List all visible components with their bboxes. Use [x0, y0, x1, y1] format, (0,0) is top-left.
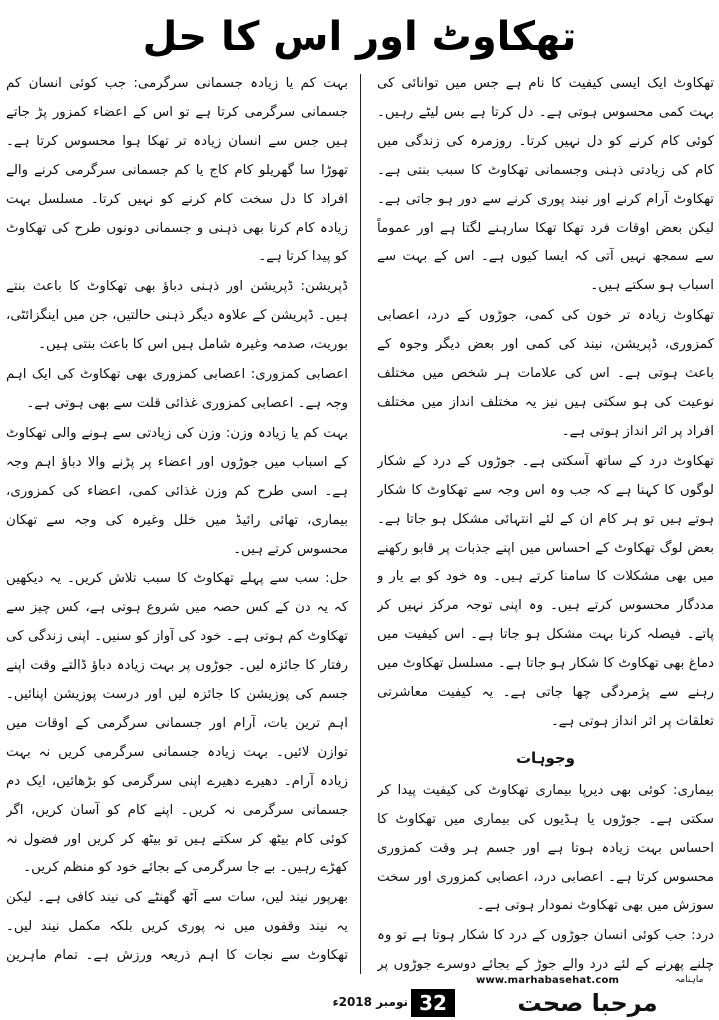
magazine-masthead: مرحبا صحت — [517, 989, 658, 1017]
issue-date: نومبر 2018ء — [332, 995, 408, 1009]
sleep-paragraph: بھرپور نیند لیں، سات سے آٹھ گھنٹے کی نیند کافی ہے۔ لیکن یہ نیند وقفوں میں نہ پوری کریں بلکہ مکمل نیند لیں۔ تھکاوٹ سے نجات کا اہم ذریعہ ورزش ہے۔ تمام ماہرین — [6, 890, 348, 964]
activity-paragraph: بہت کم یا زیادہ جسمانی سرگرمی: جب کوئی انسان کم جسمانی سرگرمی کرتا ہے تو اس کے اعضاء کمزور پڑ جاتے ہیں جس سے انسان زیادہ تر تھکا ہوا محسوس کرتا ہے۔ تھوڑا سا گھریلو کام کاج یا کم جسمانی سرگرمی کرنے والے افراد کا دل سخت کام کرنے کو نہیں کرتا۔ مسلسل بہت زیادہ کام کرنا بھی ذہنی و جسمانی دونوں طرح کی تھکاوٹ کو پیدا کرتا ہے۔ — [6, 76, 348, 265]
intro-paragraph: تھکاوٹ ایک ایسی کیفیت کا نام ہے جس میں توانائی کی بہت کمی محسوس ہوتی ہے۔ دل کرتا ہے بس لیٹے رہیں۔ کوئی کام کرنے کو دل نہیں کرتا۔ روزمرہ کی زندگی میں کام کی زیادتی ذہنی وجسمانی تھکاوٹ کا سبب بنتی ہے۔ تھکاوٹ آرام کرنے اور نیند پوری کرنے سے دور ہو جاتی ہے۔ لیکن بعض اوقات فرد تھکا تھکا سارہنے لگتا ہے اور عموماً سے سمجھ نہیں آتی کہ ایسا کیوں ہے۔ اس کے بہت سے اسباب ہو سکتے ہیں۔ — [377, 76, 714, 294]
article-column-right — [377, 70, 714, 975]
column-divider — [360, 74, 361, 974]
website-url: www.marhabasehat.com — [476, 975, 620, 986]
solution-paragraph: حل: سب سے پہلے تھکاوٹ کا سبب تلاش کریں۔ یہ دیکھیں کہ یہ دن کے کس حصہ میں شروع ہوتی ہے، کس چیز سے تھکاوٹ کم ہوتی ہے۔ خود کی آواز کو سنیں۔ اپنی زندگی کی رفتار کا جائزہ لیں۔ جوڑوں پر بہت زیادہ دباؤ ڈالتے وقت اپنے جسم کی پوزیشن کا جائزہ لیں اور درست پوزیشن اپنائیں۔ اہم ترین بات، آرام اور جسمانی سرگرمی کے اوقات میں توازن لائیں۔ بہت زیادہ جسمانی سرگرمی کریں نہ بہت زیادہ آرام۔ دھیرے دھیرے اپنی سرگرمی کو بڑھائیں، ایک دم جسمانی سرگرمی نہ کریں۔ اپنے کام کو آسان کریں، اگر کوئی کام بیٹھ کر سکتے ہیں تو بیٹھ کر کریں اور فضول نہ کھڑے رہیں۔ بے جا سرگرمی کے بجائے خود کو منظم کریں۔ — [6, 571, 348, 876]
page-number: 32 — [411, 989, 455, 1017]
monthly-label: ماہنامہ — [675, 975, 704, 985]
depression-paragraph: ڈپریشن: ڈپریشن اور ذہنی دباؤ بھی تھکاوٹ کا باعث بنتے ہیں۔ ڈپریشن کے علاوہ دیگر ذہنی حالتیں، جن میں اینگزائٹی، بوریت، صدمہ وغیرہ شامل ہیں اس کا باعث بنتی ہیں۔ — [6, 279, 348, 353]
cause-pain-paragraph: درد: جب کوئی انسان جوڑوں کے درد کا شکار ہوتا ہے تو وہ چلنے پھرنے کے لئے درد والے جوڑ کے بجائے دوسرے جوڑوں پر — [377, 928, 714, 973]
effects-paragraph: تھکاوٹ درد کے ساتھ آسکتی ہے۔ جوڑوں کے درد کے شکار لوگوں کا کہنا ہے کہ جب وہ اس وجہ سے تھکاوٹ کا شکار ہوتے ہیں تو ہر کام ان کے لئے انتہائی مشکل ہو جاتا ہے۔ بعض لوگ تھکاوٹ کے احساس میں اپنے جذبات پر قابو رکھنے میں بھی مشکلات کا سامنا کرتے ہیں۔ وہ خود کو بے یار و مددگار محسوس کرتے ہیں۔ وہ اپنی توجہ مرکز نہیں کر پاتے۔ فیصلہ کرنا بہت مشکل ہو جاتا ہے۔ اس کیفیت میں دماغ بھی تھکاوٹ کا شکار ہو جاتا ہے۔ مسلسل تھکاوٹ میں رہنے سے پژمردگی چھا جاتی ہے۔ یہ کیفیت معاشرتی تعلقات پر اثر انداز ہوتی ہے۔ — [377, 453, 714, 729]
nerve-weakness-paragraph: اعصابی کمزوری: اعصابی کمزوری بھی تھکاوٹ کی ایک اہم وجہ ہے۔ اعصابی کمزوری غذائی قلت سے بھی ہوتی ہے۔ — [6, 367, 348, 411]
article-title: تھکاوٹ اور اس کا حل — [142, 14, 577, 60]
page-footer — [0, 975, 719, 1020]
causes-heading: وجوہات — [515, 748, 576, 767]
article-column-left — [6, 70, 348, 975]
symptoms-paragraph: تھکاوٹ زیادہ تر خون کی کمی، جوڑوں کے درد، اعصابی کمزوری، ڈپریشن، نیند کی کمی اور بعض دیگر وجوہ کے باعث ہوتی ہے۔ اس کی علامات ہر شخص میں مختلف نوعیت کی ہو سکتی ہیں نیز یہ مختلف انداز میں مختلف افراد پر اثر انداز ہوتی ہے۔ — [377, 308, 714, 439]
cause-illness-paragraph: بیماری: کوئی بھی دیرپا بیماری تھکاوٹ کی کیفیت پیدا کر سکتی ہے۔ جوڑوں یا ہڈیوں کی بیماری میں تھکاوٹ کا احساس بہت زیادہ ہوتا ہے اور جسم ہر وقت کمزوری محسوس کرتا ہے۔ اعصابی درد، اعصابی کمزوری اور سخت سوزش میں بھی تھکاوٹ نمودار ہوتی ہے۔ — [377, 782, 714, 914]
weight-paragraph: بہت کم یا زیادہ وزن: وزن کی زیادتی سے ہونے والی تھکاوٹ کے اسباب میں جوڑوں اور اعضاء پر پڑنے والا دباؤ اہم وجہ ہے۔ اسی طرح کم وزن غذائی کمی، اعضاء کی کمزوری، بیماری، تھائی رائیڈ میں خلل وغیرہ کی وجہ سے تھکان محسوس کرتے ہیں۔ — [6, 425, 348, 557]
